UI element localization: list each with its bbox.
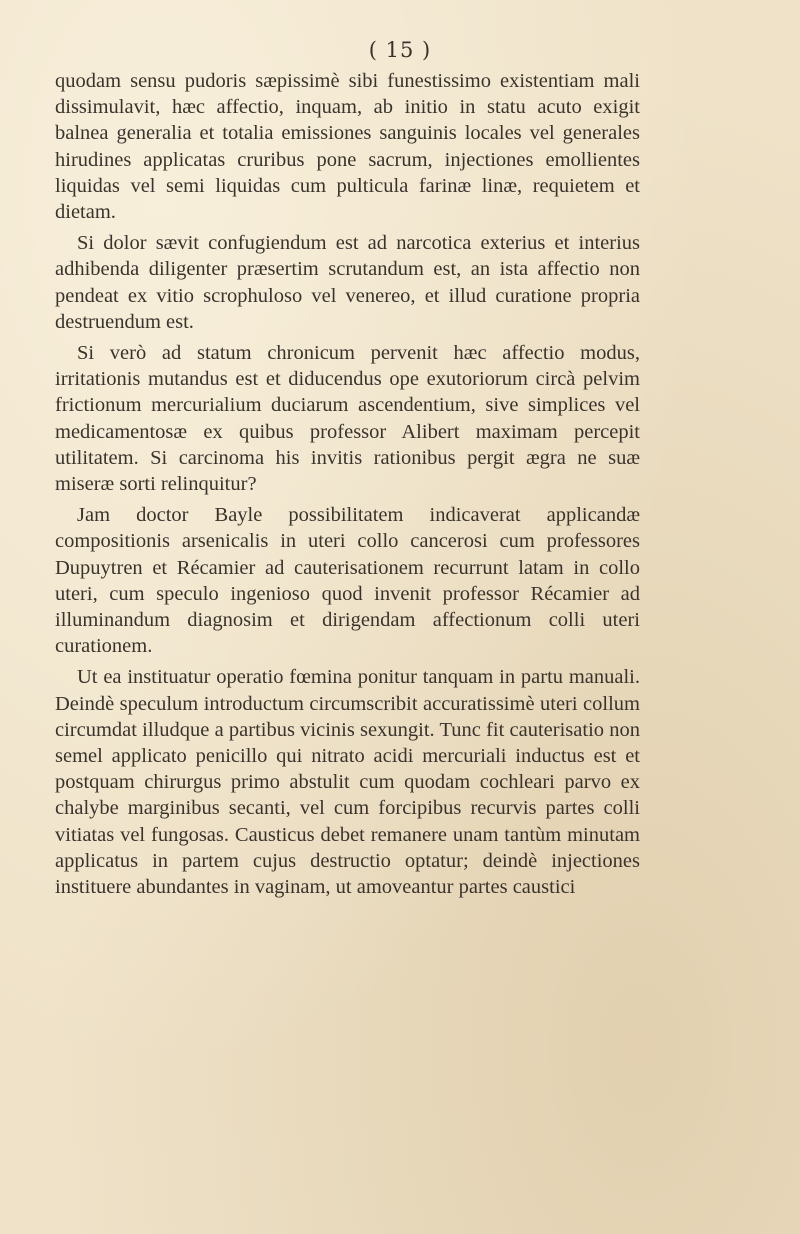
body-text xyxy=(55,68,640,905)
paragraph: Si dolor sævit confugiendum est ad narcotica exterius et interius adhibenda diligenter præsertim scrutandum est, an ista affectio non pendeat ex vitio scrophuloso vel venereo, et illud curatione propria destruendum est. xyxy=(55,232,640,333)
page-number: ( 15 ) xyxy=(368,38,432,62)
paragraph: Si verò ad statum chronicum pervenit hæc affectio modus, irritationis mutandus est et diducendus ope exutoriorum circà pelvim frictionum mercurialium duciarum ascendentium, sive simplices vel medicamentosæ ex quibus professor Alibert maximam percepit utilitatem. Si carcinoma his invitis rationibus pergit ægra ne suæ miseræ sorti relinquitur? xyxy=(55,342,640,496)
paragraph: Ut ea instituatur operatio fœmina ponitur tanquam in partu manuali. Deindè speculum introductum circumscribit accuratissimè uteri collum circumdat illudque a partibus vicinis sexungit. Tunc fit cauterisatio non semel applicato penicillo qui nitrato acidi mercuriali inductus est et postquam chirurgus primo abstulit cum quodam cochleari parvo ex chalybe marginibus secanti, vel cum forcipibus recurvis partes colli vitiatas vel fungosas. Causticus debet remanere unam tantùm minutam applicatus in partem cujus destructio optatur; deindè injectiones instituere abundantes in vaginam, ut amoveantur partes caustici xyxy=(55,666,640,899)
paragraph: Jam doctor Bayle possibilitatem indicaverat applicandæ compositionis arsenicalis in uteri collo cancerosi cum professores Dupuytren et Récamier ad cauterisationem recurrunt latam in collo uteri, cum speculo ingenioso quod invenit professor Récamier ad illuminandum diagnosim et dirigendam affectionum colli uteri curationem. xyxy=(55,504,640,658)
paragraph: quodam sensu pudoris sæpissimè sibi funestissimo existentiam mali dissimulavit, hæc affectio, inquam, ab initio in statu acuto exigit balnea generalia et totalia emissiones sanguinis locales vel generales hirudines applicatas cruribus pone sacrum, injectiones emollientes liquidas vel semi liquidas cum pulticula farinæ linæ, requietem et dietam. xyxy=(55,70,640,224)
